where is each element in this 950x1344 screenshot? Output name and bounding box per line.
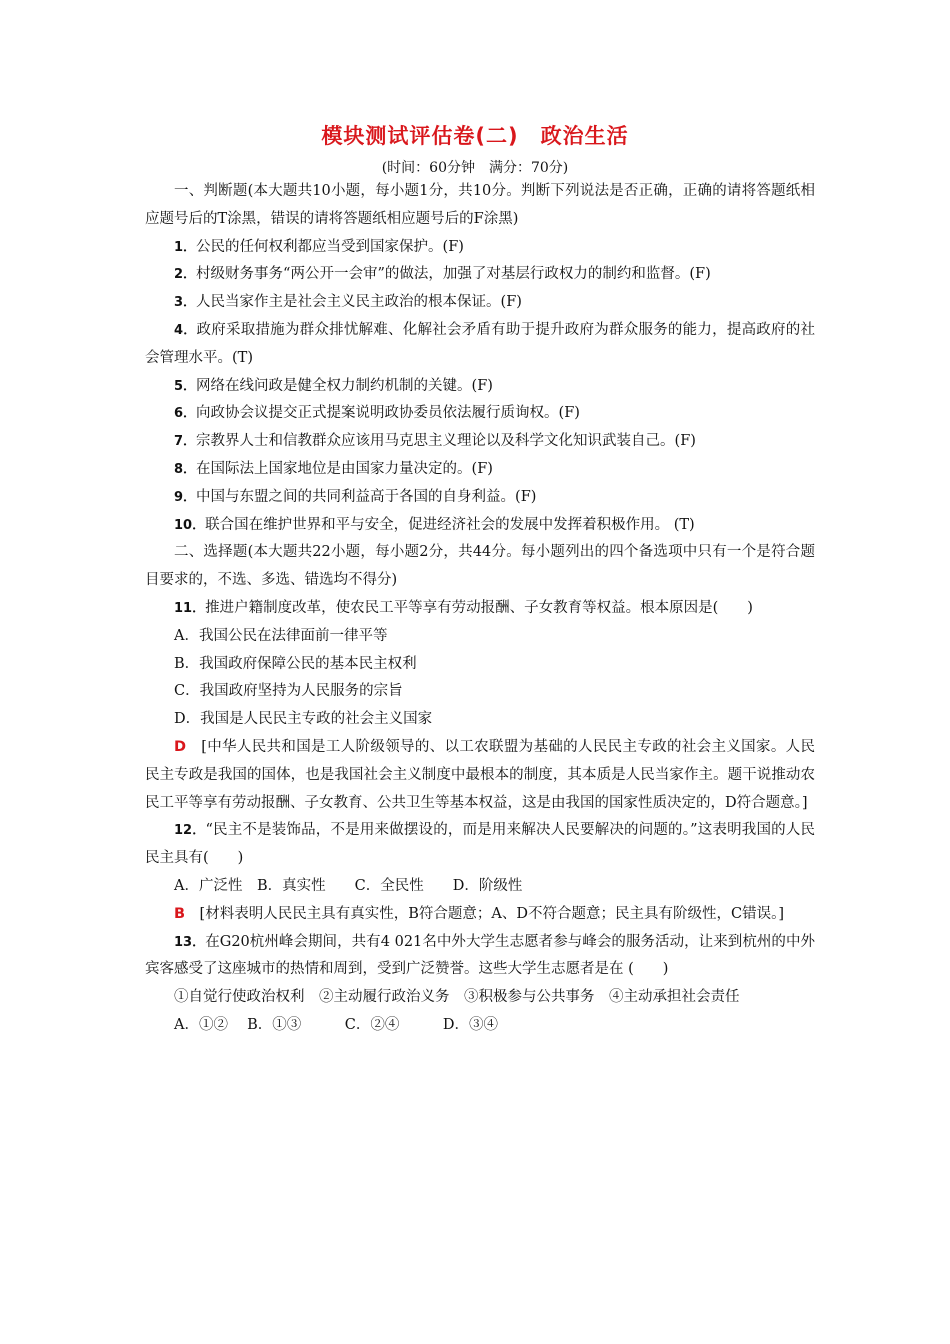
- question-number: 1．: [174, 239, 197, 255]
- question-text: 人民当家作主是社会主义民主政治的根本保证。(F): [196, 294, 522, 311]
- question-number: 11．: [174, 600, 206, 616]
- question-text: 联合国在维护世界和平与安全，促进经济社会的发展中发挥着积极作用。 (T): [205, 516, 695, 533]
- question-12: [145, 817, 815, 873]
- question-text: 村级财务事务“两公开一会审”的做法，加强了对基层行政权力的制约和监督。(F): [196, 266, 711, 283]
- question-text: 在G20杭州峰会期间，共有4 021名中外大学生志愿者参与峰会的服务活动，让来到杭州的中外宾客感受了这座城市的热情和周到，受到广泛赞誉。这些大学生志愿者是在 ( ): [145, 933, 815, 978]
- question-number: 3．: [174, 295, 197, 311]
- answer-explanation: [145, 901, 815, 929]
- option-c: C．我国政府坚持为人民服务的宗旨: [174, 683, 403, 700]
- question-item: [145, 456, 815, 484]
- question-text: “民主不是装饰品，不是用来做摆设的，而是用来解决人民要解决的问题的。”这表明我国的人民民主具有( ): [145, 822, 815, 867]
- question-item: [145, 512, 815, 540]
- answer-explanation: [145, 734, 815, 817]
- section1-header: 一、判断题(本大题共10小题，每小题1分，共10分。判断下列说法是否正确，正确的请将答题纸相应题号后的T涂黑，错误的请将答题纸相应题号后的F涂黑): [145, 183, 815, 227]
- question-number: 12．: [174, 823, 206, 839]
- section2-header: 二、选择题(本大题共22小题，每小题2分，共44分。每小题列出的四个备选项中只有一个是符合题目要求的，不选、多选、错选均不得分): [145, 544, 815, 589]
- explanation-text: [材料表明人民民主具有真实性，B符合题意；A、D不符合题意；民主具有阶级性，C错误。]: [185, 905, 784, 922]
- question-text: 中国与东盟之间的共同利益高于各国的自身利益。(F): [196, 488, 537, 505]
- exam-time-score: (时间：60分钟 满分：70分): [381, 160, 569, 176]
- question-item: [145, 484, 815, 512]
- answer-letter: D: [174, 738, 187, 755]
- question-number: 10．: [174, 517, 206, 533]
- question-item: [145, 289, 815, 317]
- question-text: 网络在线问政是健全权力制约机制的关键。(F): [196, 377, 493, 394]
- document-body: [145, 178, 815, 1040]
- question-item: [145, 234, 815, 262]
- option-d: D．我国是人民民主专政的社会主义国家: [174, 711, 433, 728]
- question-number: 8．: [174, 461, 197, 477]
- question-13: [145, 929, 815, 985]
- page-title: 模块测试评估卷(二) 政治生活: [321, 124, 629, 148]
- question-text: 宗教界人士和信教群众应该用马克思主义理论以及科学文化知识武装自己。(F): [196, 433, 696, 450]
- question-item: [145, 428, 815, 456]
- answer-letter: B: [174, 905, 186, 922]
- explanation-text: [中华人民共和国是工人阶级领导的、以工农联盟为基础的人民民主专政的社会主义国家。人民民主专政是我国的国体，也是我国社会主义制度中最根本的制度，其本质是人民当家作主。题干说推动农民工平等享有劳动报酬、子女教育、公共卫生等基本权益，这是由我国的国家性质决定的，D符合题意。]: [145, 738, 815, 811]
- question-11: [145, 595, 815, 623]
- question-number: 4．: [174, 322, 197, 338]
- options-line: A．广泛性 B．真实性 C．全民性 D．阶级性: [174, 877, 523, 894]
- question-number: 13．: [174, 934, 206, 950]
- question-number: 5．: [174, 378, 197, 394]
- question-text: 向政协会议提交正式提案说明政协委员依法履行质询权。(F): [196, 405, 580, 422]
- question-item: [145, 261, 815, 289]
- question-text: 推进户籍制度改革，使农民工平等享有劳动报酬、子女教育等权益。根本原因是( ): [205, 599, 753, 616]
- question-number: 7．: [174, 434, 197, 450]
- question-number: 2．: [174, 267, 197, 283]
- question-item: [145, 317, 815, 373]
- statements-line: ①自觉行使政治权利 ②主动履行政治义务 ③积极参与公共事务 ④主动承担社会责任: [174, 989, 740, 1006]
- question-text: 在国际法上国家地位是由国家力量决定的。(F): [196, 460, 493, 477]
- question-text: 公民的任何权利都应当受到国家保护。(F): [196, 238, 464, 255]
- question-number: 6．: [174, 406, 197, 422]
- question-item: [145, 373, 815, 401]
- question-text: 政府采取措施为群众排忧解难、化解社会矛盾有助于提升政府为群众服务的能力，提高政府的社会管理水平。(T): [145, 321, 816, 366]
- option-b: B．我国政府保障公民的基本民主权利: [174, 655, 417, 672]
- question-item: [145, 400, 815, 428]
- option-a: A．我国公民在法律面前一律平等: [174, 627, 388, 644]
- question-number: 9．: [174, 489, 197, 505]
- options-line: A．①② B．①③ C．②④ D．③④: [174, 1016, 498, 1033]
